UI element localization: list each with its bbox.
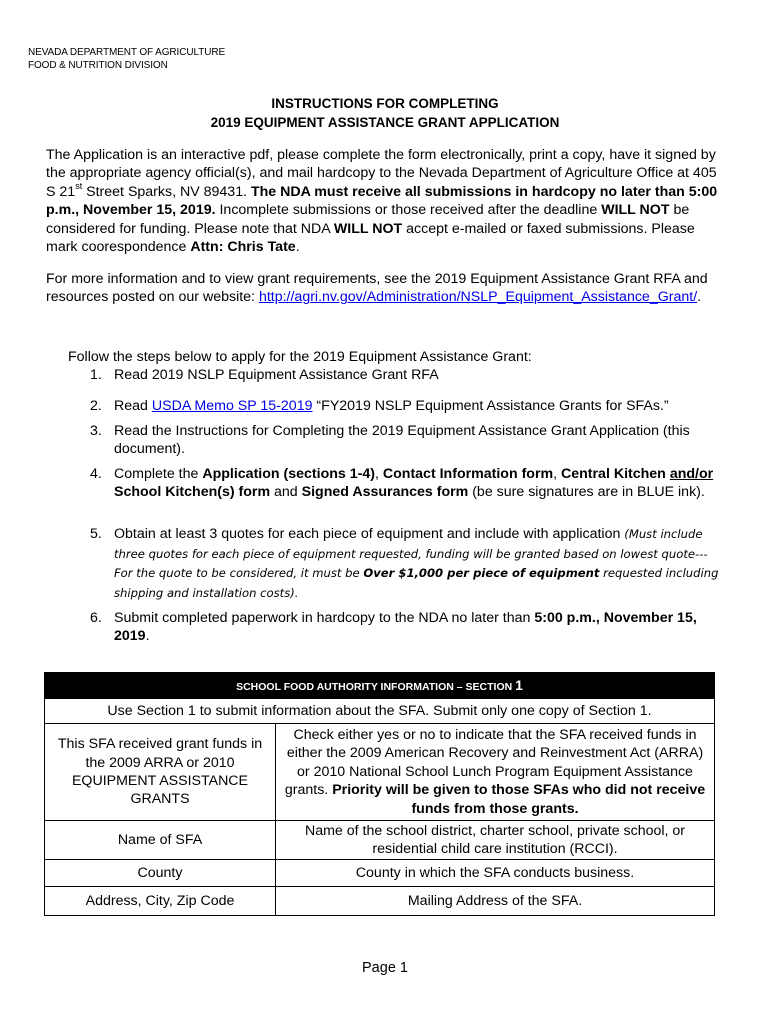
central-kitchen: Central Kitchen [561, 466, 666, 482]
assurances-form: Signed Assurances form [301, 484, 469, 501]
step-text: (be sure signatures are in BLUE ink). [468, 484, 705, 501]
field-desc-text: Check either yes or no to indicate that the SFA received funds in either the 2009 American Recovery and Reinvestment Act (ARRA) or 2010 National School Lunch Program Equipment Assistance grants. [284, 726, 704, 799]
step-4 [90, 465, 722, 502]
table-row [45, 699, 715, 724]
division-name: FOOD & NUTRITION DIVISION [28, 60, 168, 71]
title-line-2: 2019 EQUIPMENT ASSISTANCE GRANT APPLICATION [210, 115, 560, 130]
table-row [45, 887, 715, 916]
field-desc-name: Name of the school district, charter school, private school, or residential child care institution (RCCI). [276, 821, 715, 860]
title-line-1: INSTRUCTIONS FOR COMPLETING [271, 96, 499, 111]
step-text: Submit completed paperwork in hardcopy to the NDA no later than [114, 610, 535, 626]
field-label-prior-grants: This SFA received grant funds in the 2009 ARRA or 2010 EQUIPMENT ASSISTANCE GRANTS [45, 724, 276, 821]
field-desc-county: County in which the SFA conducts business. [276, 860, 715, 887]
step-number: 2. [90, 398, 102, 414]
steps-intro: Follow the steps below to apply for the 2019 Equipment Assistance Grant: [68, 349, 532, 365]
deadline-statement: The NDA must receive all submissions in hardcopy no later than 5:00 p.m., November 15, 2019. [46, 183, 718, 219]
intro-text-c: Incomplete submissions or those received after the deadline [215, 202, 602, 219]
intro-text-b: Street Sparks, NV 89431. [82, 183, 251, 200]
quote-note-text: (Must include three quotes for each piece of equipment requested, funding will be granted based on lowest quote--- For the quote to be considered, it must be [114, 527, 708, 580]
intro-text-d: be considered for funding. Please note that NDA [46, 202, 690, 237]
will-not-1: WILL NOT [601, 202, 670, 219]
school-kitchen-form: School Kitchen(s) form [114, 484, 271, 501]
step-text: Read the Instructions for Completing the 2019 Equipment Assistance Grant Application (this document). [114, 423, 690, 458]
step-number: 1. [90, 367, 102, 383]
intro-paragraph [46, 146, 726, 256]
section-1-table [44, 698, 715, 916]
intro-text-a: The Application is an interactive pdf, please complete the form electronically, print a copy, have it signed by the appropriate agency official(s), and mail hardcopy to the Nevada Department of Agriculture Office at 405 S 21 [46, 147, 717, 200]
step-text: . [145, 628, 150, 645]
info-text: For more information and to view grant requirements, see the 2019 Equipment Assistance Grant RFA and resources posted on our website: [46, 271, 708, 306]
step-number: 5. [90, 526, 102, 542]
step-number: 6. [90, 610, 102, 626]
step-3 [90, 422, 722, 459]
step-1 [90, 366, 722, 384]
will-not-2: WILL NOT [333, 220, 403, 237]
page-number: Page 1 [362, 960, 408, 976]
quote-minimum: Over $1,000 per piece of equipment [363, 566, 600, 580]
intro-text-f: . [295, 239, 300, 256]
section-number: 1 [515, 677, 523, 693]
step-body [114, 525, 722, 603]
website-link[interactable]: http://agri.nv.gov/Administration/NSLP_Equipment_Assistance_Grant/ [258, 289, 698, 306]
step-6 [90, 609, 722, 646]
step-text: , [374, 466, 383, 482]
step-number: 3. [90, 423, 102, 439]
document-title [0, 94, 770, 132]
step-text: Obtain at least 3 quotes for each piece of equipment and include with application [114, 526, 625, 542]
step-body [114, 609, 722, 646]
field-label-name: Name of SFA [45, 821, 276, 860]
step-5 [90, 525, 722, 603]
step-text: “FY2019 NSLP Equipment Assistance Grants for SFAs.” [312, 398, 669, 414]
step-body [114, 465, 722, 502]
info-text-end: . [697, 289, 702, 306]
step-text: Read 2019 NSLP Equipment Assistance Grant RFA [114, 367, 439, 383]
step-text: , [553, 466, 561, 482]
table-row [45, 821, 715, 860]
step-text: Read [114, 398, 152, 414]
step-number: 4. [90, 466, 102, 482]
attention-line: Attn: Chris Tate [190, 239, 296, 256]
usda-memo-link[interactable]: USDA Memo SP 15-2019 [151, 398, 313, 414]
table-row [45, 860, 715, 887]
and-or: and/or [669, 466, 714, 482]
section-1-header [44, 672, 715, 698]
step-text: Complete the [114, 466, 203, 482]
field-desc-prior-grants [276, 724, 715, 821]
step-2 [90, 397, 722, 415]
info-paragraph [46, 270, 726, 307]
step-body [114, 397, 722, 415]
quote-note-text: requested including shipping and installation costs). [114, 566, 719, 600]
priority-note: Priority will be given to those SFAs who did not receive funds from those grants. [332, 782, 706, 817]
agency-name: NEVADA DEPARTMENT OF AGRICULTURE [28, 47, 226, 58]
intro-sup: st [75, 181, 83, 192]
agency-header [28, 46, 225, 72]
final-deadline: 5:00 p.m., November 15, 2019 [114, 610, 697, 645]
field-label-county: County [45, 860, 276, 887]
intro-text-e: accept e-mailed or faxed submissions. Please mark coorespondence [46, 220, 695, 256]
step-text: and [270, 484, 302, 501]
field-label-address: Address, City, Zip Code [45, 887, 276, 916]
table-row [45, 724, 715, 821]
section-header-text: SCHOOL FOOD AUTHORITY INFORMATION – SECTION [236, 681, 516, 693]
application-sections: Application (sections 1-4) [202, 466, 375, 482]
field-desc-address: Mailing Address of the SFA. [276, 887, 715, 916]
contact-form: Contact Information form [382, 466, 554, 482]
section-intro-cell: Use Section 1 to submit information about the SFA. Submit only one copy of Section 1. [45, 699, 715, 724]
